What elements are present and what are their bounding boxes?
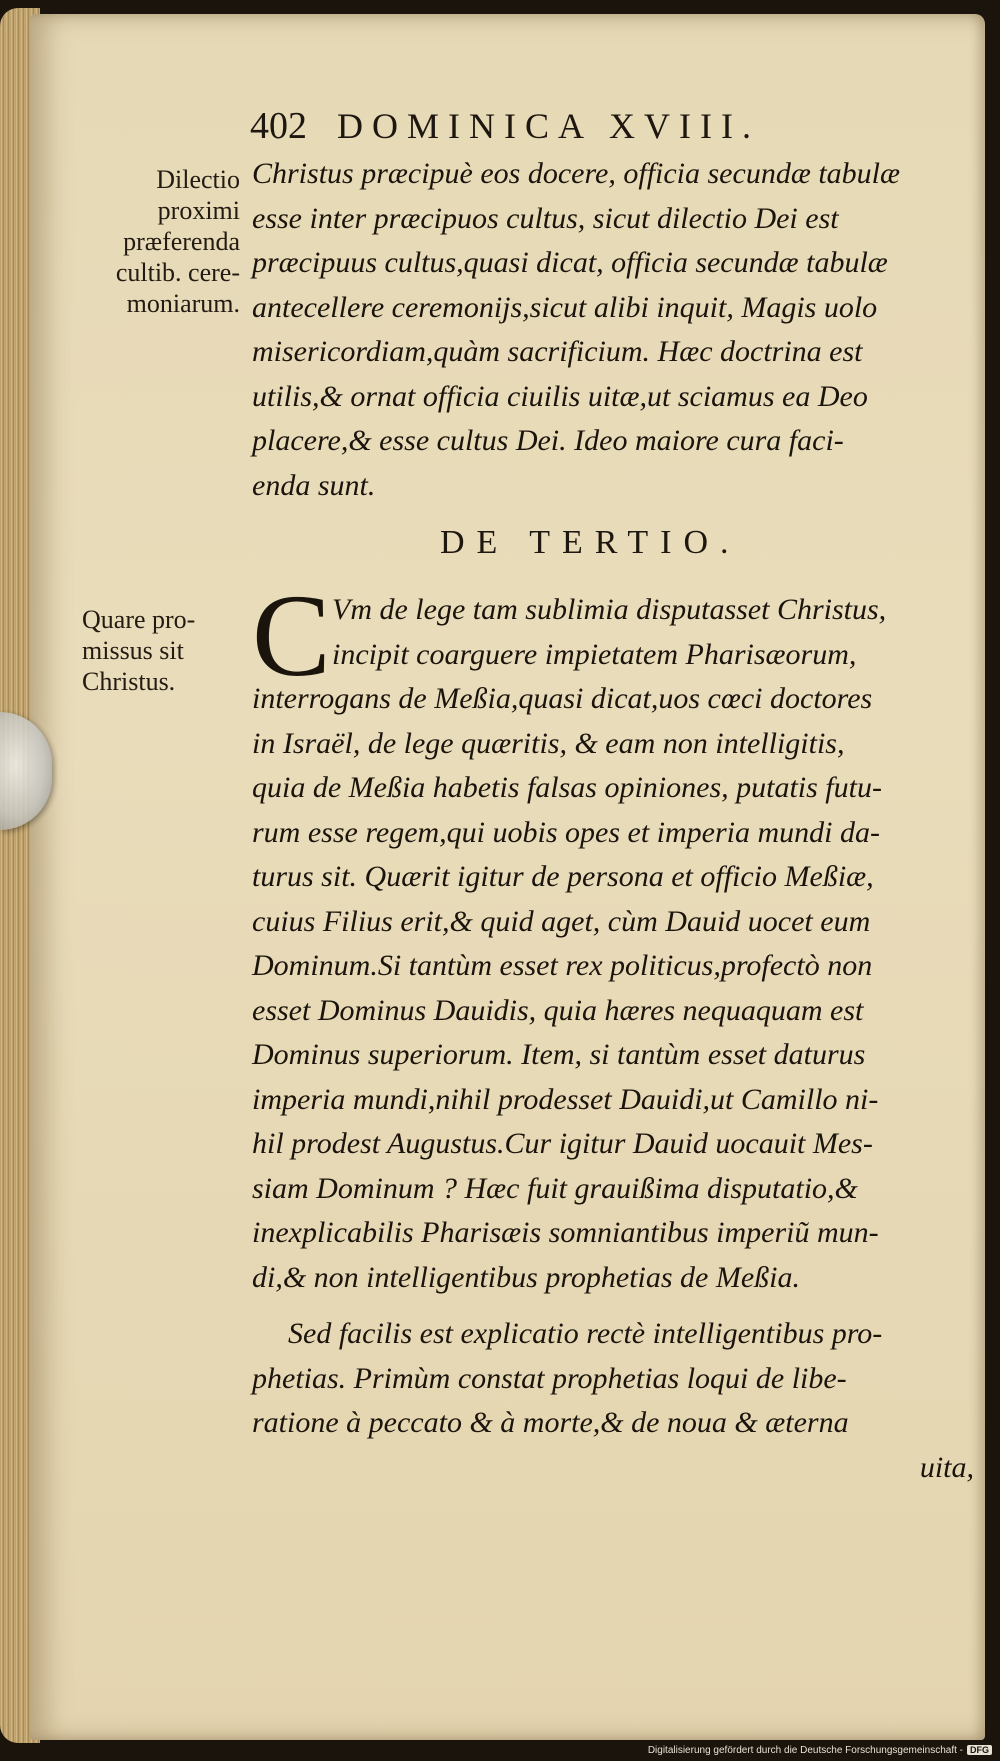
margin-note-line: missus sit <box>82 636 184 665</box>
text-line: enda sunt. <box>252 468 376 502</box>
text-line: quia de Meßia habetis falsas opiniones, putatis futu- <box>252 771 882 804</box>
text-line: Vm de lege tam sublimia disputasset Christus, <box>332 593 887 626</box>
footer-credit: Digitalisierung gefördert durch die Deutsche Forschungsgemeinschaft - <box>647 1744 963 1756</box>
text-line: incipit coarguere impietatem Pharisæorum, <box>332 637 857 671</box>
margin-note-line: moniarum. <box>126 289 240 318</box>
text-line: inexplicabilis Pharisæis somniantibus imperiũ mun- <box>252 1216 879 1249</box>
text-line: hil prodest Augustus.Cur igitur Dauid uocauit Mes- <box>252 1127 873 1160</box>
digitization-footer <box>648 1743 992 1757</box>
text-line: siam Dominum ? Hæc fuit grauißima disputatio,& <box>252 1171 858 1205</box>
drop-cap: C <box>252 570 331 701</box>
text-line: imperia mundi,nihil prodesset Dauidi,ut Camillo ni- <box>252 1082 879 1116</box>
page-number: 402 <box>250 105 307 147</box>
text-line: Christus præcipuè eos docere, officia secundæ tabulæ <box>252 157 901 190</box>
text-line: Dominus superiorum. Item, si tantùm esset daturus <box>252 1038 866 1071</box>
text-line: cuius Filius erit,& quid aget, cùm Dauid uocet eum <box>252 904 871 938</box>
margin-note-dilectio <box>70 164 240 319</box>
text-line: utilis,& ornat officia ciuilis uitæ,ut sciamus ea Deo <box>252 379 868 413</box>
text-line: præcipuus cultus,quasi dicat, officia secundæ tabulæ <box>252 246 888 279</box>
text-line: in Israël, de lege quæritis, & eam non intelligitis, <box>252 726 845 760</box>
text-line: interrogans de Meßia,quasi dicat,uos cœci doctores <box>252 682 873 715</box>
text-line: antecellere ceremonijs,sicut alibi inquit, Magis uolo <box>252 290 878 324</box>
paragraph-2 <box>252 588 974 1300</box>
text-line: ratione à peccato & à morte,& de noua & æterna <box>252 1406 849 1439</box>
margin-note-line: proximi <box>157 196 240 225</box>
text-line: rum esse regem,qui uobis opes et imperia mundi da- <box>252 815 880 849</box>
margin-note-line: cultib. cere- <box>115 258 240 287</box>
text-line: esset Dominus Dauidis, quia hæres nequaquam est <box>252 993 864 1027</box>
text-line: placere,& esse cultus Dei. Ideo maiore cura faci- <box>252 424 844 457</box>
paragraph-3 <box>252 1312 974 1490</box>
section-heading: DE TERTIO. <box>440 524 741 561</box>
text-line: esse inter præcipuos cultus, sicut dilectio Dei est <box>252 201 839 235</box>
margin-note-quare <box>82 604 252 697</box>
text-line: uita, <box>919 1450 974 1484</box>
margin-note-line: Quare pro- <box>82 605 196 634</box>
text-line: di,& non intelligentibus prophetias de Meßia. <box>252 1260 800 1294</box>
text-line: phetias. Primùm constat prophetias loqui de libe- <box>252 1361 847 1395</box>
page-header <box>250 104 890 148</box>
margin-note-line: præferenda <box>123 227 240 256</box>
text-line: misericordiam,quàm sacrificium. Hæc doctrina est <box>252 335 863 368</box>
running-title: DOMINICA XVIII. <box>337 106 760 146</box>
margin-note-line: Christus. <box>82 667 176 696</box>
margin-note-line: Dilectio <box>156 165 240 194</box>
text-line: Sed facilis est explicatio rectè intelligentibus pro- <box>288 1317 883 1350</box>
text-line: turus sit. Quærit igitur de persona et officio Meßiæ, <box>252 860 874 893</box>
text-line: Dominum.Si tantùm esset rex politicus,profectò non <box>252 949 873 982</box>
paragraph-1 <box>252 152 974 508</box>
dfg-logo: DFG <box>967 1745 992 1755</box>
